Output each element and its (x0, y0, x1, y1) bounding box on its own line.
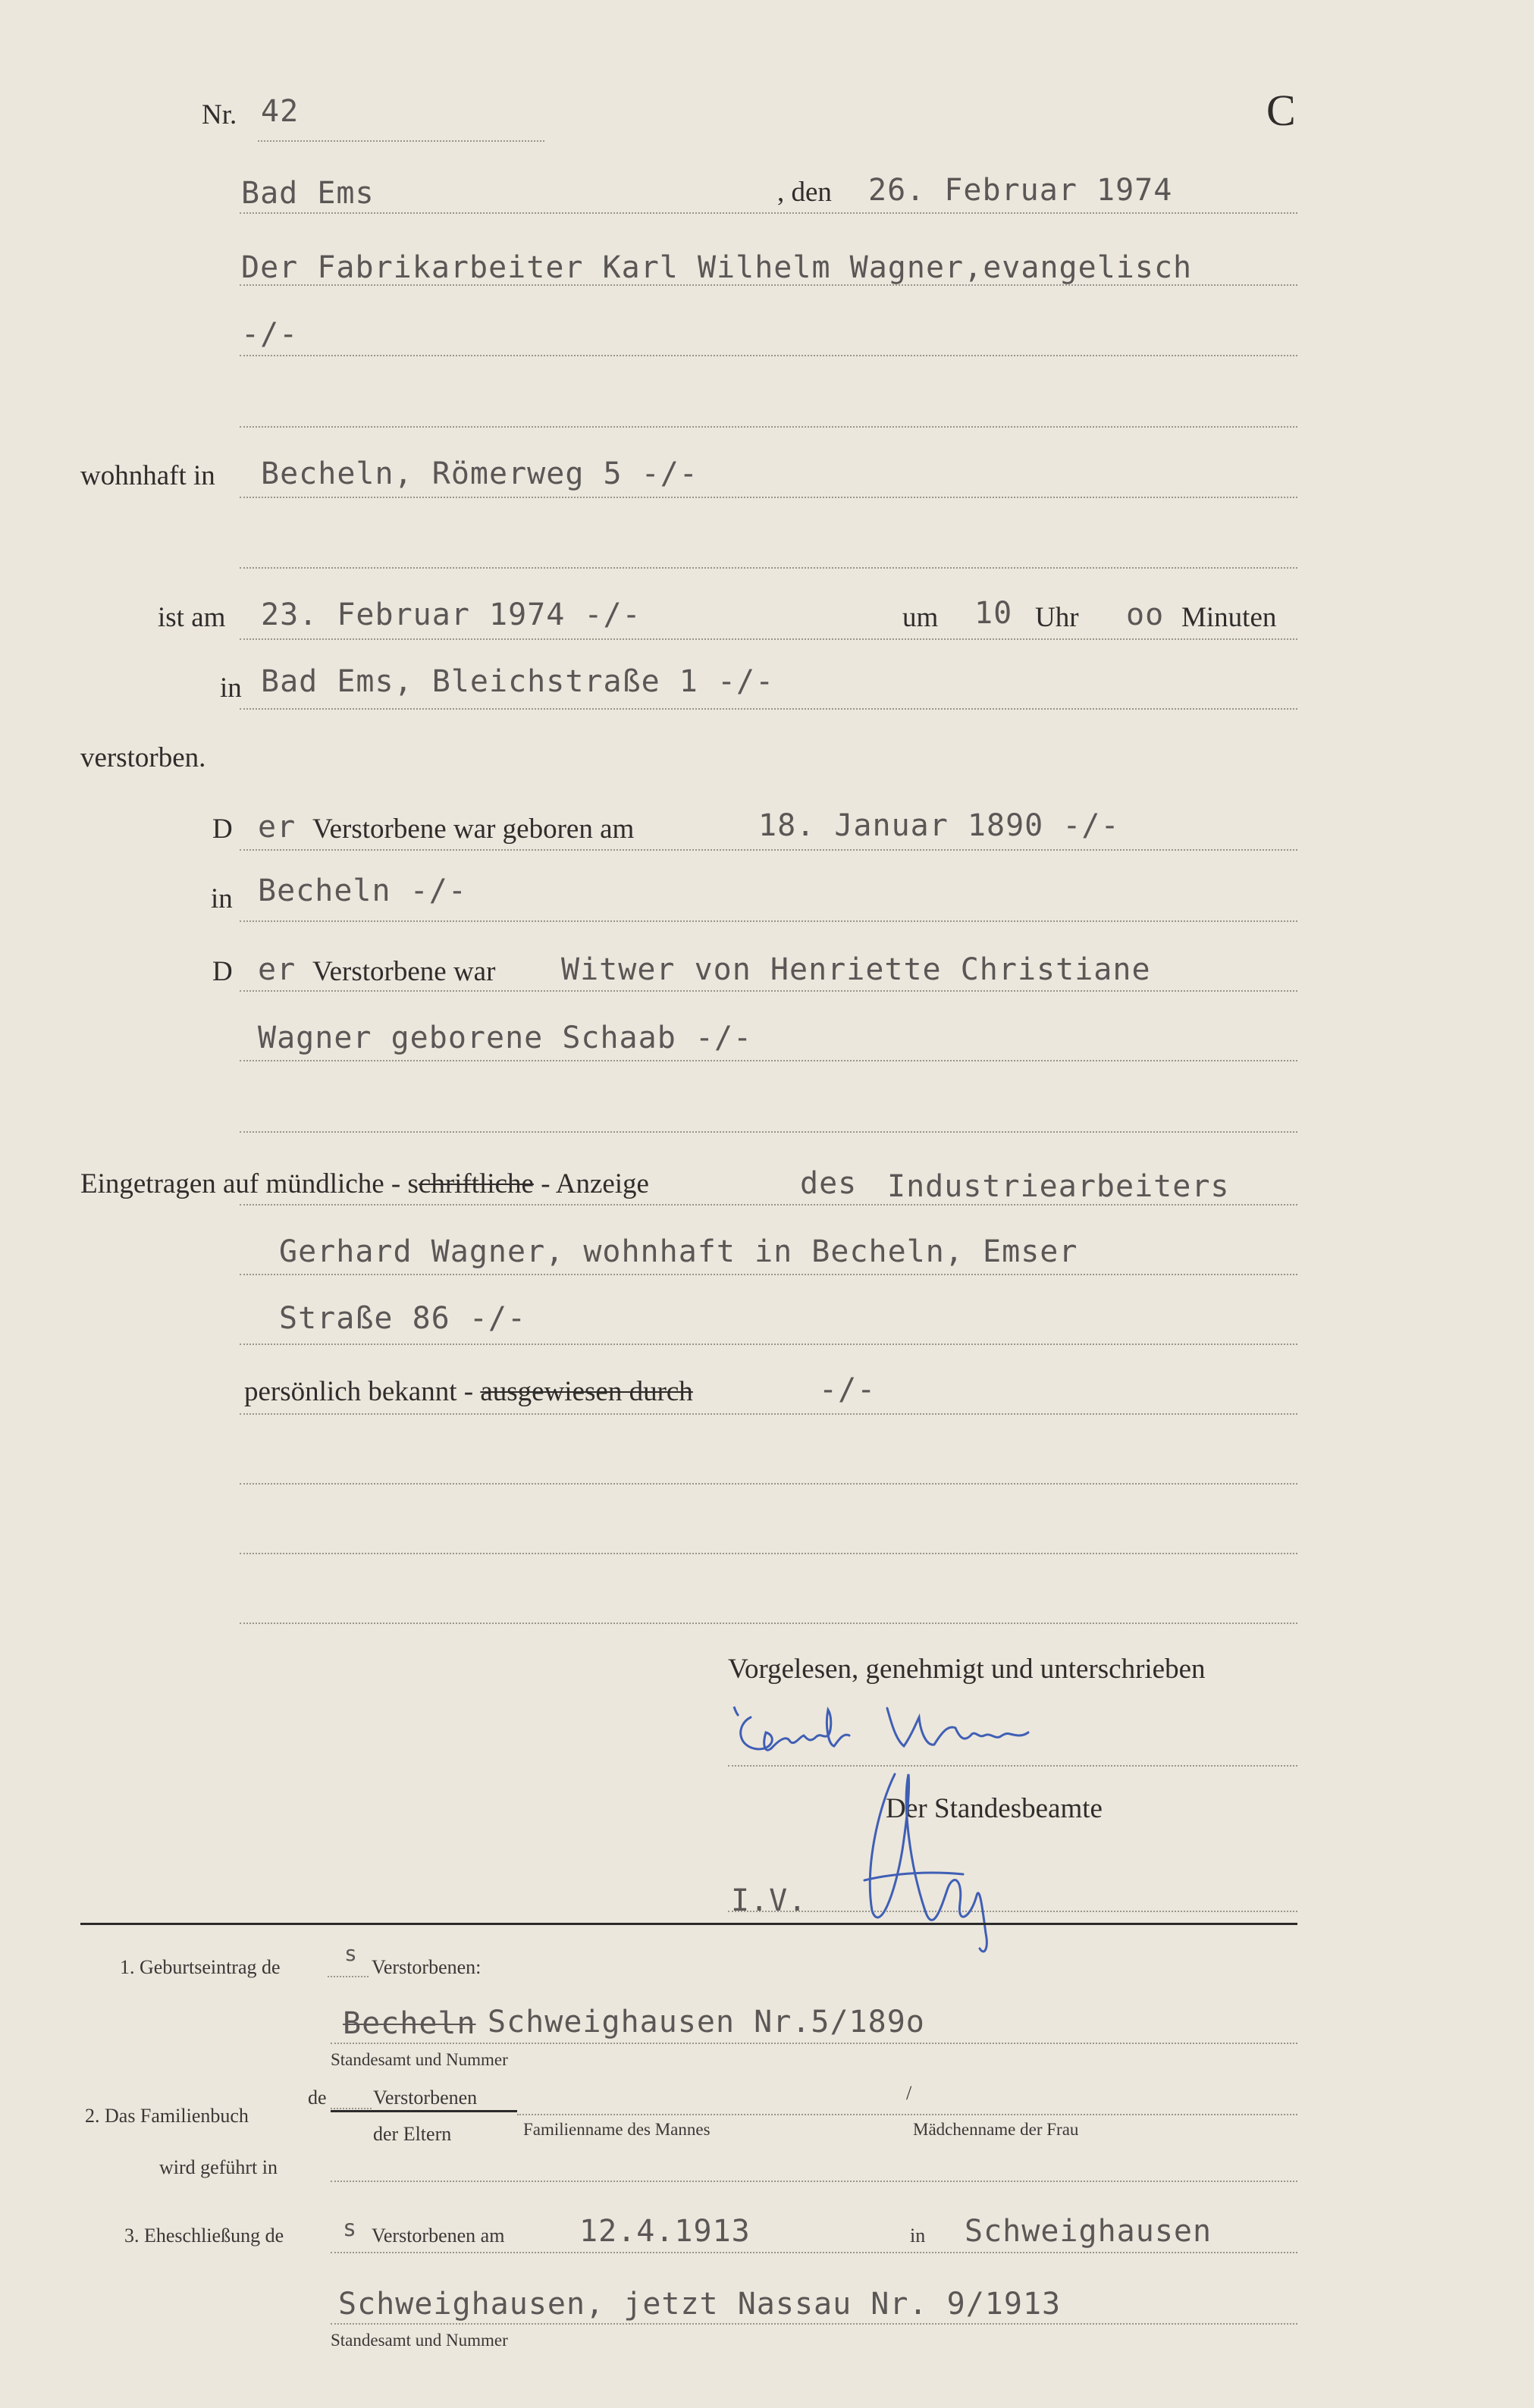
note-3-registry-rule (331, 2323, 1297, 2325)
note-2-caption-b: Mädchenname der Frau (913, 2120, 1079, 2139)
note-2-de: de (308, 2087, 327, 2109)
known-label (244, 1375, 693, 1408)
person-line-2-rule (240, 355, 1297, 356)
note-1-struck: Becheln (343, 2006, 476, 2041)
death-hour: 10 (974, 596, 1013, 631)
registration-label-end: - Anzeige (533, 1168, 649, 1199)
note-3-place: Schweighausen (965, 2214, 1212, 2249)
person-line-1-rule (240, 284, 1297, 286)
registration-des-typed: des (800, 1166, 858, 1201)
registrar-label: er Standesbeamte (905, 1793, 1103, 1824)
registrar-label-prefix: D (886, 1793, 906, 1824)
death-place-value: Bad Ems, Bleichstraße 1 -/- (261, 664, 775, 699)
marital-d-prefix: D (212, 956, 233, 987)
death-date-rule (240, 638, 1297, 640)
approval-text: Vorgelesen, genehmigt und unterschrieben (728, 1654, 1206, 1685)
note-2-label: 2. Das Familienbuch (85, 2105, 249, 2127)
marital-rule-3 (240, 1131, 1297, 1133)
note-1-s-rule (328, 1976, 369, 1977)
registration-line-2: Gerhard Wagner, wohnhaft in Becheln, Emser (279, 1234, 1078, 1269)
marital-rule-2 (240, 1060, 1297, 1061)
minuten-label: Minuten (1181, 602, 1277, 633)
note-3-caption: Standesamt und Nummer (331, 2331, 508, 2350)
note-1-typed-s: s (344, 1941, 358, 1966)
nr-value: 42 (261, 94, 300, 129)
registrar-signature-icon (849, 1759, 1016, 1956)
date-value: 26. Februar 1974 (868, 173, 1173, 208)
death-place-rule (240, 708, 1297, 710)
birth-date-rule (240, 849, 1297, 851)
note-1-label-a: 1. Geburtseintrag de (120, 1956, 281, 1978)
marital-line-1: Witwer von Henriette Christiane (561, 952, 1151, 987)
note-2-option-divider (331, 2110, 517, 2112)
residence-value: Becheln, Römerweg 5 -/- (261, 456, 698, 491)
note-1-rule (331, 2043, 1297, 2044)
uhr-label: Uhr (1035, 602, 1079, 633)
note-2-option-b: der Eltern (373, 2123, 452, 2145)
note-3-rule (331, 2252, 1297, 2253)
known-typed: -/- (819, 1372, 877, 1407)
registration-label-struck: chriftliche (418, 1168, 534, 1199)
birth-d-prefix: D (212, 814, 233, 845)
registration-rule-1 (240, 1204, 1297, 1206)
residence-label: wohnhaft in (80, 460, 215, 491)
form-letter: C (1266, 86, 1296, 135)
person-line-3-rule (240, 426, 1297, 428)
marital-rule-1 (240, 990, 1297, 992)
registration-line-1: Industriearbeiters (887, 1169, 1230, 1204)
note-3-registry: Schweighausen, jetzt Nassau Nr. 9/1913 (338, 2287, 1062, 2322)
marital-label: Verstorbene war (312, 956, 496, 987)
note-3-label-b: Verstorbenen am (372, 2225, 505, 2247)
residence-rule-2 (240, 567, 1297, 569)
note-2-place-rule (331, 2181, 1297, 2182)
blank-rule-1 (240, 1483, 1297, 1485)
residence-rule (240, 497, 1297, 498)
person-line-1: Der Fabrikarbeiter Karl Wilhelm Wagner,evangelisch (241, 250, 1193, 285)
nr-underline (258, 140, 544, 142)
blank-rule-2 (240, 1553, 1297, 1554)
note-2-caption-a: Familienname des Mannes (523, 2120, 711, 2139)
um-label: um (902, 602, 939, 633)
registration-rule-2 (240, 1274, 1297, 1275)
birth-place-label: in (211, 883, 233, 914)
verstorben-label: verstorben. (80, 742, 206, 773)
note-3-date: 12.4.1913 (579, 2214, 751, 2249)
birth-date-value: 18. Januar 1890 -/- (758, 808, 1120, 843)
blank-rule-3 (240, 1623, 1297, 1624)
note-1-label-b: Verstorbenen: (372, 1956, 482, 1978)
note-3-typed-s: s (343, 2215, 358, 2242)
death-date-value: 23. Februar 1974 -/- (261, 597, 642, 632)
note-2-option-a: Verstorbenen (373, 2087, 478, 2109)
marital-line-2: Wagner geborene Schaab -/- (258, 1021, 753, 1055)
iv-typed: I.V. (731, 1883, 808, 1918)
nr-label: Nr. (202, 99, 237, 130)
registration-label (80, 1168, 649, 1200)
death-date-label: ist am (158, 602, 226, 633)
note-3-in: in (910, 2225, 926, 2247)
birth-place-rule (240, 920, 1297, 922)
known-label-struck: ausgewiesen durch (480, 1376, 693, 1407)
known-label-text: persönlich bekannt - (244, 1376, 481, 1407)
death-minutes: oo (1126, 597, 1165, 632)
marital-gender-typed: er (258, 952, 296, 987)
birth-gender-typed: er (258, 810, 296, 845)
note-2-slash: / (906, 2082, 912, 2104)
note-1-value: Schweighausen Nr.5/189o (488, 2005, 925, 2040)
note-2-label-b: wird geführt in (159, 2156, 278, 2178)
place-value: Bad Ems (241, 176, 375, 211)
note-2-rule (517, 2114, 1297, 2115)
note-3-label-a: 3. Eheschließung de (124, 2225, 284, 2247)
den-label: , den (777, 177, 832, 208)
registration-line-3: Straße 86 -/- (279, 1301, 527, 1336)
person-line-2: -/- (241, 317, 299, 352)
note-2-de-rule (331, 2108, 372, 2109)
section-separator (80, 1923, 1297, 1925)
place-date-line (240, 212, 1297, 214)
birth-place-value: Becheln -/- (258, 873, 467, 908)
known-rule (240, 1413, 1297, 1415)
note-1-caption: Standesamt und Nummer (331, 2050, 508, 2069)
registration-rule-3 (240, 1344, 1297, 1345)
birth-label: Verstorbene war geboren am (312, 814, 635, 845)
registration-label-start: Eingetragen auf mündliche - s (80, 1168, 419, 1199)
death-place-label: in (220, 673, 242, 704)
